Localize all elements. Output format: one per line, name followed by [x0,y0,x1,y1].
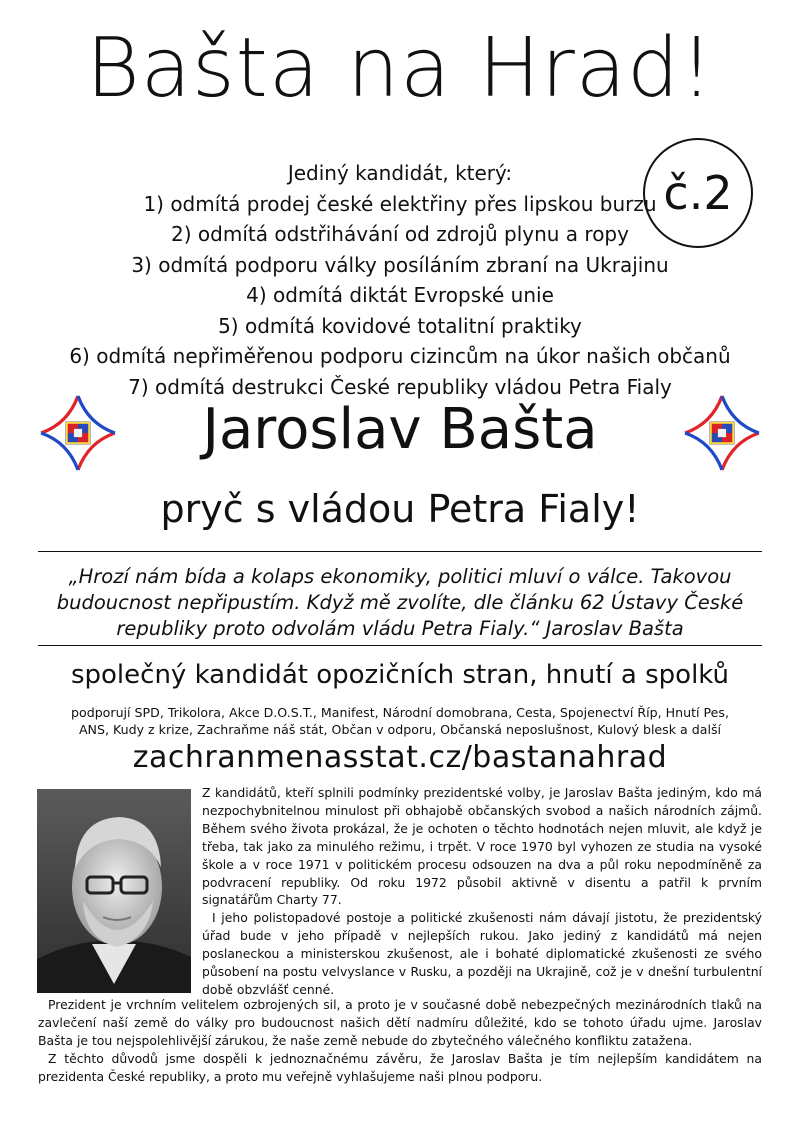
support-heading: společný kandidát opozičních stran, hnutí a spolků [70,660,730,690]
quote-line: budoucnost nepřipustím. Když mě zvolíte, dle článku 62 Ústavy České [56,591,744,614]
pledge-item: 6) odmítá nepřiměřenou podporu cizincům na úkor našich občanů [69,344,731,368]
pledge-item: 5) odmítá kovidové totalitní praktiky [218,313,582,338]
pledge-item: 3) odmítá podporu války posíláním zbraní na Ukrajinu [131,252,669,277]
pledge-item: 7) odmítá destrukci České republiky vládou Petra Fialy [128,374,672,399]
supporters-line: ANS, Kudy z krize, Zachraňme náš stát, Občan v odporu, Občanská neposlušnost, Kulový blesk a další [78,722,722,737]
issue-number-badge: č.2 [643,138,753,248]
closing-paragraph: Prezident je vrchním velitelem ozbrojených sil, a proto je v současné době nebezpečných mezinárodních tlaků na zavlečení naší země do války pro budoucnost našich dětí nadmíru důležité, kdo se tohoto úřadu ujme. Jaroslav Bašta je tou nejspolehlivější zárukou, že naše země nebude do zbytečného válečného konfliktu zatažena. [38,997,762,1048]
divider [38,551,762,552]
pledge-item: 1) odmítá prodej české elektřiny přes lipskou burzu [143,191,657,216]
candidate-photo [37,789,191,993]
supporters-line: podporují SPD, Trikolora, Akce D.O.S.T., Manifest, Národní domobrana, Cesta, Spojenectví Říp, Hnutí Pes, [71,705,729,720]
pledge-item: 4) odmítá diktát Evropské unie [246,283,554,307]
pledges-intro: Jediný kandidát, který: [287,161,513,185]
quote-line: republiky proto odvolám vládu Petra Fialy.“ Jaroslav Bašta [116,617,684,640]
candidate-biography [202,784,762,999]
pledge-item: 2) odmítá odstřihávání od zdrojů plynu a ropy [171,222,629,246]
pledges-list [0,158,800,402]
slogan: pryč s vládou Petra Fialy! [160,487,640,531]
closing-statement [38,996,762,1086]
bio-paragraph: Z kandidátů, kteří splnili podmínky prezidentské volby, je Jaroslav Bašta jediným, kdo má nezpochybnitelnou minulost při obhajobě občanských svobod a našich národních zájmů. Během svého života prokázal, že je ochoten o těchto hodnotách nejen mluvit, ale když je třeba, tak jako za minulého režimu, i trpět. V roce 1970 byl vyhozen ze studia na vysoké škole a v roce 1971 v politickém procesu odsouzen na dva a půl roku nepodmíněně za podvracení republiky. Od roku 1972 působil aktivně v disentu a patřil k prvním signatářům Charty 77. [202,785,762,908]
divider [38,645,762,646]
candidate-name: Jaroslav Bašta [202,397,598,462]
supporters-list [38,704,762,738]
closing-paragraph: Z těchto důvodů jsme dospěli k jednoznačnému závěru, že Jaroslav Bašta je tím nejlepším kandidátem na prezidenta České republiky, a proto mu veřejně vyhlašujeme naši plnou podporu. [38,1050,762,1084]
poster-title: Bašta na Hrad! [86,21,714,116]
quote-line: „Hrozí nám bída a kolaps ekonomiky, politici mluví o válce. Takovou [68,565,732,588]
candidate-quote [40,564,760,642]
website-url: zachranmenasstat.cz/bastanahrad [132,740,668,775]
bio-paragraph: I jeho polistopadové postoje a politické zkušenosti nám dávají jistotu, že prezidentský úřad bude v jeho případě v nejlepších rukou. Jako jediný z kandidátů má nejen poslaneckou a ministerskou zkušenost, ale i bohaté diplomatické zkušenosti ze svého působení na postu velvyslance v Rusku, a později na Ukrajině, což je v dnešní turbulentní době obzvlášť cenné. [202,910,762,997]
